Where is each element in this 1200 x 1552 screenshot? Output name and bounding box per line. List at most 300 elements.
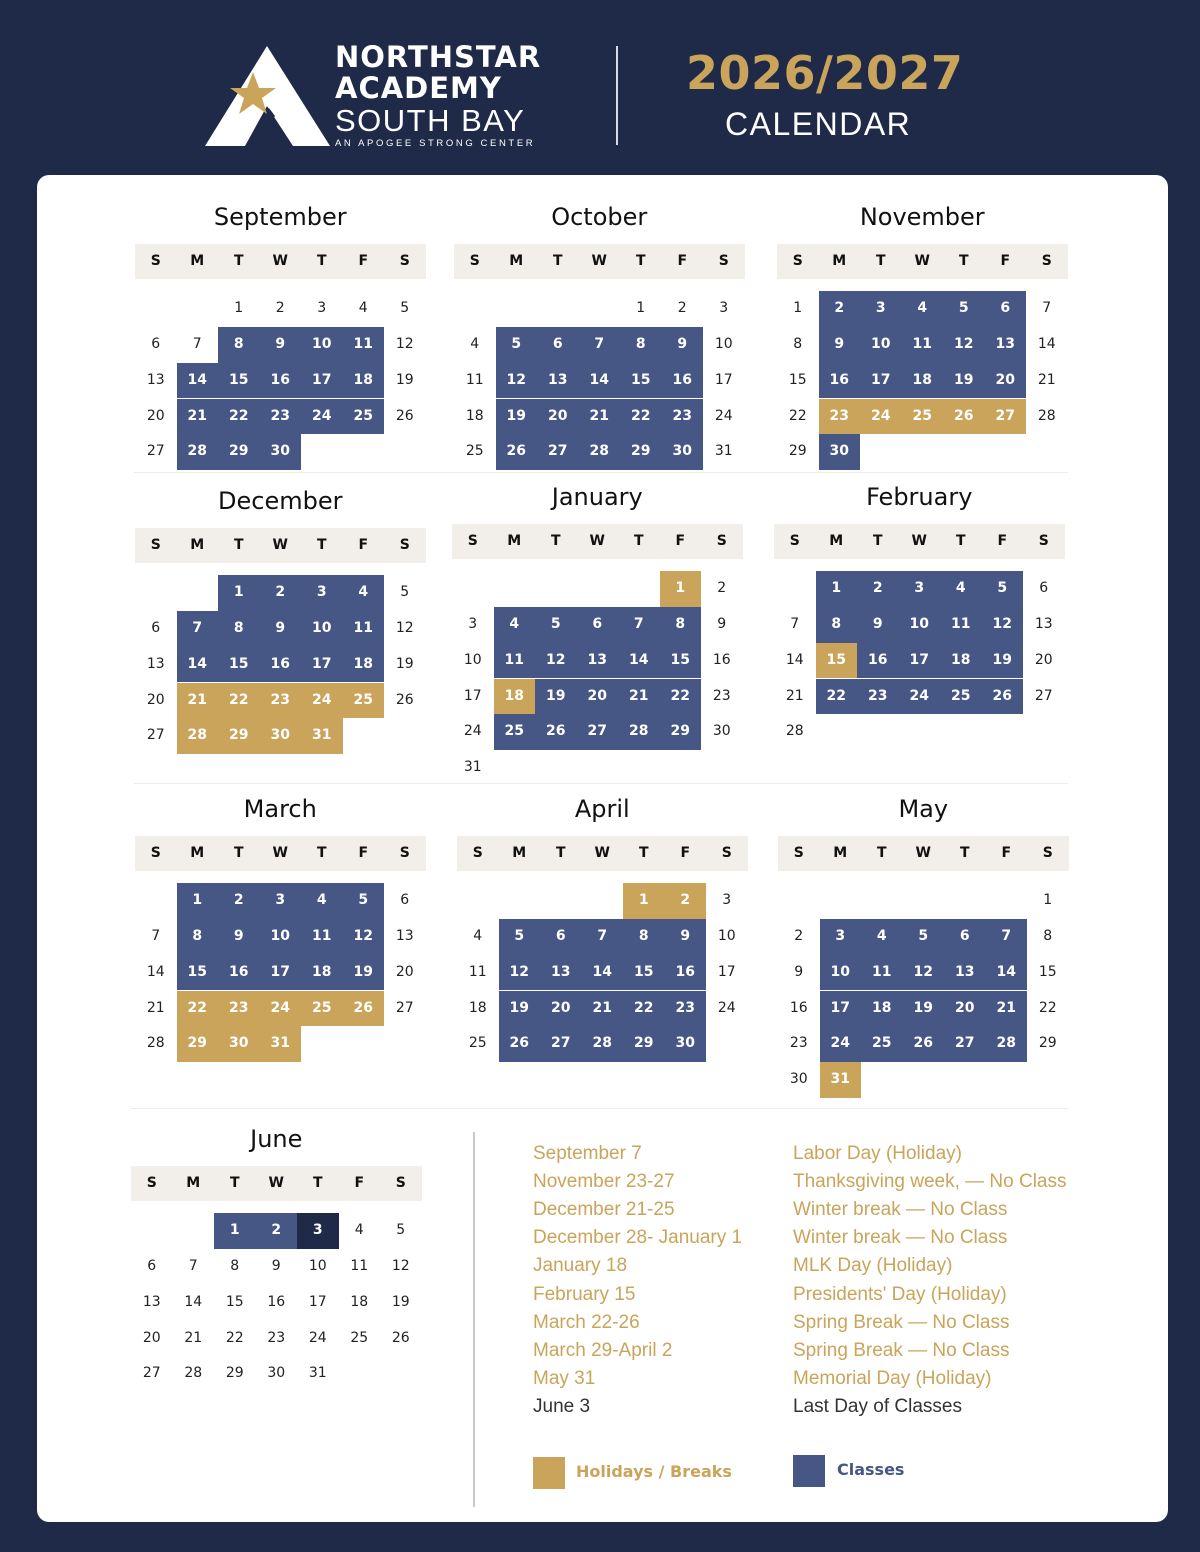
event-date: February 15 — [533, 1283, 636, 1305]
day-cell: 27 — [146, 443, 165, 460]
day-cell: 23 — [260, 683, 302, 719]
day-cell: 22 — [1038, 999, 1057, 1016]
day-cell: 5 — [400, 584, 410, 601]
day-cell: 24 — [260, 991, 302, 1027]
day-cell: 10 — [714, 335, 733, 352]
weekday-label: S — [146, 1175, 157, 1191]
day-cell: 30 — [260, 718, 302, 754]
day-cell: 15 — [623, 955, 665, 991]
month-title: June — [250, 1125, 303, 1153]
day-cell: 7 — [151, 927, 161, 944]
day-cell: 29 — [623, 1026, 665, 1062]
day-cell: 19 — [343, 955, 385, 991]
weekday-label: T — [316, 537, 327, 553]
month-november — [777, 203, 1068, 483]
day-cell: 12 — [499, 955, 541, 991]
day-cell: 6 — [147, 1257, 157, 1274]
day-cell: 15 — [225, 1293, 244, 1310]
day-cell: 11 — [902, 327, 944, 363]
day-cell: 4 — [473, 927, 483, 944]
day-cell: 16 — [260, 647, 302, 683]
day-cell: 5 — [499, 919, 541, 955]
day-cell: 12 — [343, 919, 385, 955]
day-cell: 1 — [214, 1213, 256, 1249]
day-cell: 25 — [494, 714, 536, 750]
day-cell: 25 — [301, 991, 343, 1027]
day-cell: 22 — [218, 683, 260, 719]
day-cell: 11 — [343, 327, 385, 363]
day-cell: 12 — [943, 327, 985, 363]
day-cell: 4 — [940, 571, 982, 607]
month-january — [452, 483, 743, 776]
day-cell: 22 — [816, 679, 858, 715]
row-separator — [134, 472, 1068, 473]
day-cell: 30 — [662, 434, 704, 470]
weekday-label: S — [1041, 253, 1052, 269]
weekday-label: T — [958, 253, 969, 269]
day-cell: 12 — [903, 955, 945, 991]
month-march — [135, 795, 426, 1075]
mountain-star-logo-icon — [205, 46, 330, 146]
day-cell: 3 — [899, 571, 941, 607]
day-cell: 28 — [146, 1035, 165, 1052]
day-cell: 14 — [1037, 335, 1056, 352]
day-cell: 1 — [218, 575, 260, 611]
day-cell: 30 — [260, 434, 302, 470]
day-cell: 5 — [496, 327, 538, 363]
weekday-label: W — [594, 845, 610, 861]
event-description: MLK Day (Holiday) — [793, 1255, 953, 1277]
day-cell: 21 — [177, 683, 219, 719]
day-cell: 4 — [902, 291, 944, 327]
day-cell: 2 — [275, 300, 285, 317]
day-cell: 6 — [985, 291, 1027, 327]
weekday-label: F — [358, 537, 369, 553]
event-description: Winter break — No Class — [793, 1227, 1008, 1249]
month-title: December — [218, 487, 343, 515]
weekday-label: F — [358, 253, 369, 269]
day-cell: 23 — [260, 399, 302, 435]
day-cell: 7 — [192, 335, 202, 352]
day-cell: 9 — [857, 607, 899, 643]
weekday-label: F — [358, 845, 369, 861]
day-cell: 14 — [785, 651, 804, 668]
day-cell: 16 — [819, 363, 861, 399]
day-cell: 26 — [535, 714, 577, 750]
day-cell: 30 — [819, 434, 861, 470]
brand-wordmark — [335, 42, 541, 149]
day-cell: 18 — [902, 363, 944, 399]
day-cell: 21 — [579, 399, 621, 435]
day-cell: 19 — [982, 643, 1024, 679]
event-date: June 3 — [533, 1395, 591, 1417]
day-cell: 27 — [142, 1365, 161, 1382]
day-cell: 18 — [465, 407, 484, 424]
day-cell: 16 — [260, 363, 302, 399]
weekday-label: T — [555, 845, 566, 861]
weekday-label: S — [721, 845, 732, 861]
day-cell: 4 — [301, 883, 343, 919]
day-cell: 21 — [582, 991, 624, 1027]
month-october — [454, 203, 745, 483]
day-cell: 17 — [308, 1293, 327, 1310]
month-may — [778, 795, 1069, 1088]
day-cell: 4 — [358, 300, 368, 317]
day-cell: 16 — [789, 999, 808, 1016]
day-cell: 18 — [861, 991, 903, 1027]
day-cell: 11 — [343, 611, 385, 647]
day-cell: 11 — [468, 963, 487, 980]
weekday-label: M — [509, 253, 524, 269]
event-description: Winter break — No Class — [793, 1199, 1008, 1221]
day-cell: 4 — [494, 607, 536, 643]
day-cell: 27 — [537, 434, 579, 470]
day-cell: 11 — [350, 1257, 369, 1274]
weekday-label: S — [399, 253, 410, 269]
day-cell: 27 — [1034, 687, 1053, 704]
day-cell: 23 — [789, 1035, 808, 1052]
day-cell: 11 — [861, 955, 903, 991]
day-cell: 14 — [184, 1293, 203, 1310]
day-cell: 13 — [395, 927, 414, 944]
day-cell: 9 — [665, 919, 707, 955]
day-cell: 10 — [820, 955, 862, 991]
weekday-label: W — [272, 253, 288, 269]
day-cell: 6 — [1039, 580, 1049, 597]
weekday-label: S — [469, 253, 480, 269]
day-cell: 9 — [271, 1257, 281, 1274]
day-cell: 20 — [985, 363, 1027, 399]
event-date: March 22-26 — [533, 1311, 640, 1333]
day-cell: 8 — [1043, 927, 1053, 944]
day-cell: 29 — [1038, 1035, 1057, 1052]
holiday-legend-label: Holidays / Breaks — [576, 1462, 732, 1481]
day-cell: 29 — [620, 434, 662, 470]
weekday-label: F — [354, 1175, 365, 1191]
weekday-label: T — [316, 845, 327, 861]
day-cell: 17 — [717, 963, 736, 980]
day-cell: 22 — [225, 1329, 244, 1346]
day-cell: 31 — [714, 443, 733, 460]
weekday-label: S — [150, 845, 161, 861]
day-cell: 24 — [820, 1026, 862, 1062]
day-cell: 20 — [577, 679, 619, 715]
day-cell: 23 — [819, 399, 861, 435]
weekday-label: T — [638, 845, 649, 861]
day-cell: 18 — [468, 999, 487, 1016]
weekday-label: F — [1001, 845, 1012, 861]
day-cell: 2 — [794, 927, 804, 944]
day-cell: 11 — [301, 919, 343, 955]
day-cell: 23 — [665, 991, 707, 1027]
month-title: November — [859, 203, 985, 231]
day-cell: 2 — [677, 300, 687, 317]
day-cell: 29 — [218, 718, 260, 754]
day-cell: 24 — [301, 683, 343, 719]
day-cell: 25 — [465, 443, 484, 460]
day-cell: 7 — [188, 1257, 198, 1274]
day-cell: 28 — [184, 1365, 203, 1382]
event-description: Last Day of Classes — [793, 1395, 962, 1417]
day-cell: 24 — [899, 679, 941, 715]
day-cell: 3 — [860, 291, 902, 327]
day-cell: 2 — [857, 571, 899, 607]
day-cell: 10 — [260, 919, 302, 955]
day-cell: 7 — [790, 615, 800, 632]
day-cell: 19 — [496, 399, 538, 435]
day-cell: 20 — [142, 1329, 161, 1346]
classes-legend-label: Classes — [837, 1460, 905, 1479]
day-cell: 22 — [218, 399, 260, 435]
day-cell: 30 — [789, 1071, 808, 1088]
day-cell: 17 — [899, 643, 941, 679]
day-cell: 5 — [943, 291, 985, 327]
day-cell: 7 — [618, 607, 660, 643]
legend-divider — [473, 1132, 475, 1507]
weekday-label: W — [914, 253, 930, 269]
weekday-label: S — [472, 845, 483, 861]
month-title: January — [551, 483, 643, 511]
weekday-label: M — [832, 253, 847, 269]
brand-tagline: AN APOGEE STRONG CENTER — [335, 138, 536, 149]
day-cell: 30 — [267, 1365, 286, 1382]
weekday-label: S — [716, 533, 727, 549]
day-cell: 19 — [391, 1293, 410, 1310]
day-cell: 25 — [902, 399, 944, 435]
weekday-label: T — [552, 253, 563, 269]
day-cell: 1 — [816, 571, 858, 607]
day-cell: 14 — [146, 963, 165, 980]
day-cell: 21 — [177, 399, 219, 435]
day-cell: 15 — [788, 371, 807, 388]
day-cell: 8 — [793, 335, 803, 352]
day-cell: 17 — [260, 955, 302, 991]
day-cell: 10 — [301, 327, 343, 363]
day-cell: 10 — [463, 651, 482, 668]
day-cell: 8 — [620, 327, 662, 363]
weekday-label: S — [399, 845, 410, 861]
day-cell: 3 — [297, 1213, 339, 1249]
day-cell: 7 — [1042, 300, 1052, 317]
day-cell: 21 — [1037, 371, 1056, 388]
weekday-header — [454, 244, 745, 279]
day-cell: 4 — [343, 575, 385, 611]
day-cell: 28 — [1037, 407, 1056, 424]
day-cell: 22 — [620, 399, 662, 435]
day-cell: 25 — [861, 1026, 903, 1062]
day-cell: 6 — [151, 335, 161, 352]
calendar-card — [37, 175, 1168, 1522]
day-cell: 11 — [494, 643, 536, 679]
day-cell: 1 — [234, 300, 244, 317]
day-cell: 4 — [861, 919, 903, 955]
day-cell: 25 — [468, 1035, 487, 1052]
day-cell: 1 — [660, 571, 702, 607]
day-cell: 7 — [986, 919, 1028, 955]
day-cell: 25 — [940, 679, 982, 715]
event-date: December 21-25 — [533, 1199, 675, 1221]
day-cell: 6 — [540, 919, 582, 955]
weekday-header — [778, 836, 1069, 871]
day-cell: 13 — [985, 327, 1027, 363]
day-cell: 31 — [301, 718, 343, 754]
day-cell: 9 — [662, 327, 704, 363]
weekday-label: S — [718, 253, 729, 269]
month-title: October — [551, 203, 648, 231]
day-cell: 5 — [343, 883, 385, 919]
day-cell: 26 — [395, 691, 414, 708]
weekday-header — [457, 836, 748, 871]
day-cell: 1 — [793, 300, 803, 317]
day-cell: 30 — [665, 1026, 707, 1062]
weekday-label: T — [233, 253, 244, 269]
day-cell: 17 — [463, 687, 482, 704]
day-cell: 19 — [499, 991, 541, 1027]
day-cell: 3 — [820, 919, 862, 955]
day-cell: 18 — [343, 647, 385, 683]
day-cell: 6 — [151, 619, 161, 636]
day-cell: 5 — [982, 571, 1024, 607]
day-cell: 8 — [177, 919, 219, 955]
header-divider — [616, 46, 618, 145]
day-cell: 15 — [816, 643, 858, 679]
day-cell: 20 — [944, 991, 986, 1027]
event-description: Thanksgiving week, — No Class — [793, 1171, 1067, 1193]
day-cell: 17 — [860, 363, 902, 399]
day-cell: 3 — [317, 300, 327, 317]
day-cell: 29 — [788, 443, 807, 460]
day-cell: 14 — [582, 955, 624, 991]
day-cell: 28 — [618, 714, 660, 750]
weekday-label: T — [229, 1175, 240, 1191]
event-date: November 23-27 — [533, 1171, 675, 1193]
weekday-label: W — [915, 845, 931, 861]
weekday-label: T — [875, 253, 886, 269]
weekday-label: S — [395, 1175, 406, 1191]
weekday-header — [774, 524, 1065, 559]
event-date: December 28- January 1 — [533, 1227, 743, 1249]
day-cell: 29 — [177, 1026, 219, 1062]
day-cell: 25 — [350, 1329, 369, 1346]
weekday-label: T — [635, 253, 646, 269]
day-cell: 27 — [577, 714, 619, 750]
day-cell: 10 — [717, 927, 736, 944]
day-cell: 27 — [146, 727, 165, 744]
day-cell: 2 — [218, 883, 260, 919]
day-cell: 2 — [260, 575, 302, 611]
day-cell: 20 — [537, 399, 579, 435]
day-cell: 26 — [903, 1026, 945, 1062]
day-cell: 25 — [343, 399, 385, 435]
day-cell: 6 — [944, 919, 986, 955]
day-cell: 19 — [903, 991, 945, 1027]
day-cell: 23 — [218, 991, 260, 1027]
day-cell: 3 — [722, 892, 732, 909]
day-cell: 19 — [395, 371, 414, 388]
weekday-label: T — [312, 1175, 323, 1191]
day-cell: 28 — [177, 718, 219, 754]
day-cell: 8 — [230, 1257, 240, 1274]
weekday-label: M — [833, 845, 848, 861]
day-cell: 5 — [535, 607, 577, 643]
day-cell: 6 — [537, 327, 579, 363]
weekday-label: T — [233, 845, 244, 861]
calendar-word: CALENDAR — [725, 106, 912, 142]
day-cell: 24 — [860, 399, 902, 435]
weekday-label: W — [911, 533, 927, 549]
day-cell: 27 — [944, 1026, 986, 1062]
weekday-label: T — [955, 533, 966, 549]
day-cell: 16 — [712, 651, 731, 668]
day-cell: 17 — [714, 371, 733, 388]
day-cell: 20 — [540, 991, 582, 1027]
day-cell: 3 — [260, 883, 302, 919]
day-cell: 1 — [1043, 892, 1053, 909]
event-date: March 29-April 2 — [533, 1339, 673, 1361]
day-cell: 26 — [496, 434, 538, 470]
day-cell: 5 — [396, 1222, 406, 1239]
weekday-label: M — [186, 1175, 201, 1191]
day-cell: 26 — [982, 679, 1024, 715]
weekday-label: M — [190, 253, 205, 269]
day-cell: 28 — [582, 1026, 624, 1062]
day-cell: 3 — [301, 575, 343, 611]
day-cell: 9 — [794, 963, 804, 980]
weekday-label: S — [1042, 845, 1053, 861]
calendar-year: 2026/2027 — [686, 46, 964, 100]
day-cell: 31 — [308, 1365, 327, 1382]
day-cell: 12 — [395, 335, 414, 352]
day-cell: 21 — [785, 687, 804, 704]
day-cell: 13 — [1034, 615, 1053, 632]
weekday-label: S — [150, 253, 161, 269]
day-cell: 24 — [714, 407, 733, 424]
day-cell: 10 — [301, 611, 343, 647]
day-cell: 26 — [395, 407, 414, 424]
day-cell: 6 — [400, 892, 410, 909]
weekday-label: T — [550, 533, 561, 549]
weekday-label: W — [589, 533, 605, 549]
brand-line-2: ACADEMY — [335, 71, 502, 105]
day-cell: 20 — [146, 691, 165, 708]
weekday-label: T — [316, 253, 327, 269]
day-cell: 13 — [146, 371, 165, 388]
day-cell: 14 — [177, 363, 219, 399]
day-cell: 24 — [717, 999, 736, 1016]
day-cell: 19 — [535, 679, 577, 715]
day-cell: 18 — [940, 643, 982, 679]
day-cell: 29 — [218, 434, 260, 470]
weekday-header — [777, 244, 1068, 279]
day-cell: 28 — [986, 1026, 1028, 1062]
day-cell: 20 — [395, 963, 414, 980]
weekday-label: F — [675, 533, 686, 549]
month-title: September — [213, 203, 347, 231]
day-cell: 23 — [267, 1329, 286, 1346]
day-cell: 15 — [660, 643, 702, 679]
weekday-label: M — [507, 533, 522, 549]
day-cell: 18 — [350, 1293, 369, 1310]
event-date: May 31 — [533, 1367, 596, 1389]
weekday-header — [135, 244, 426, 279]
day-cell: 15 — [218, 363, 260, 399]
event-description: Presidents' Day (Holiday) — [793, 1283, 1007, 1305]
day-cell: 12 — [395, 619, 414, 636]
day-cell: 3 — [468, 615, 478, 632]
day-cell: 28 — [177, 434, 219, 470]
day-cell: 2 — [256, 1213, 298, 1249]
day-cell: 15 — [620, 363, 662, 399]
